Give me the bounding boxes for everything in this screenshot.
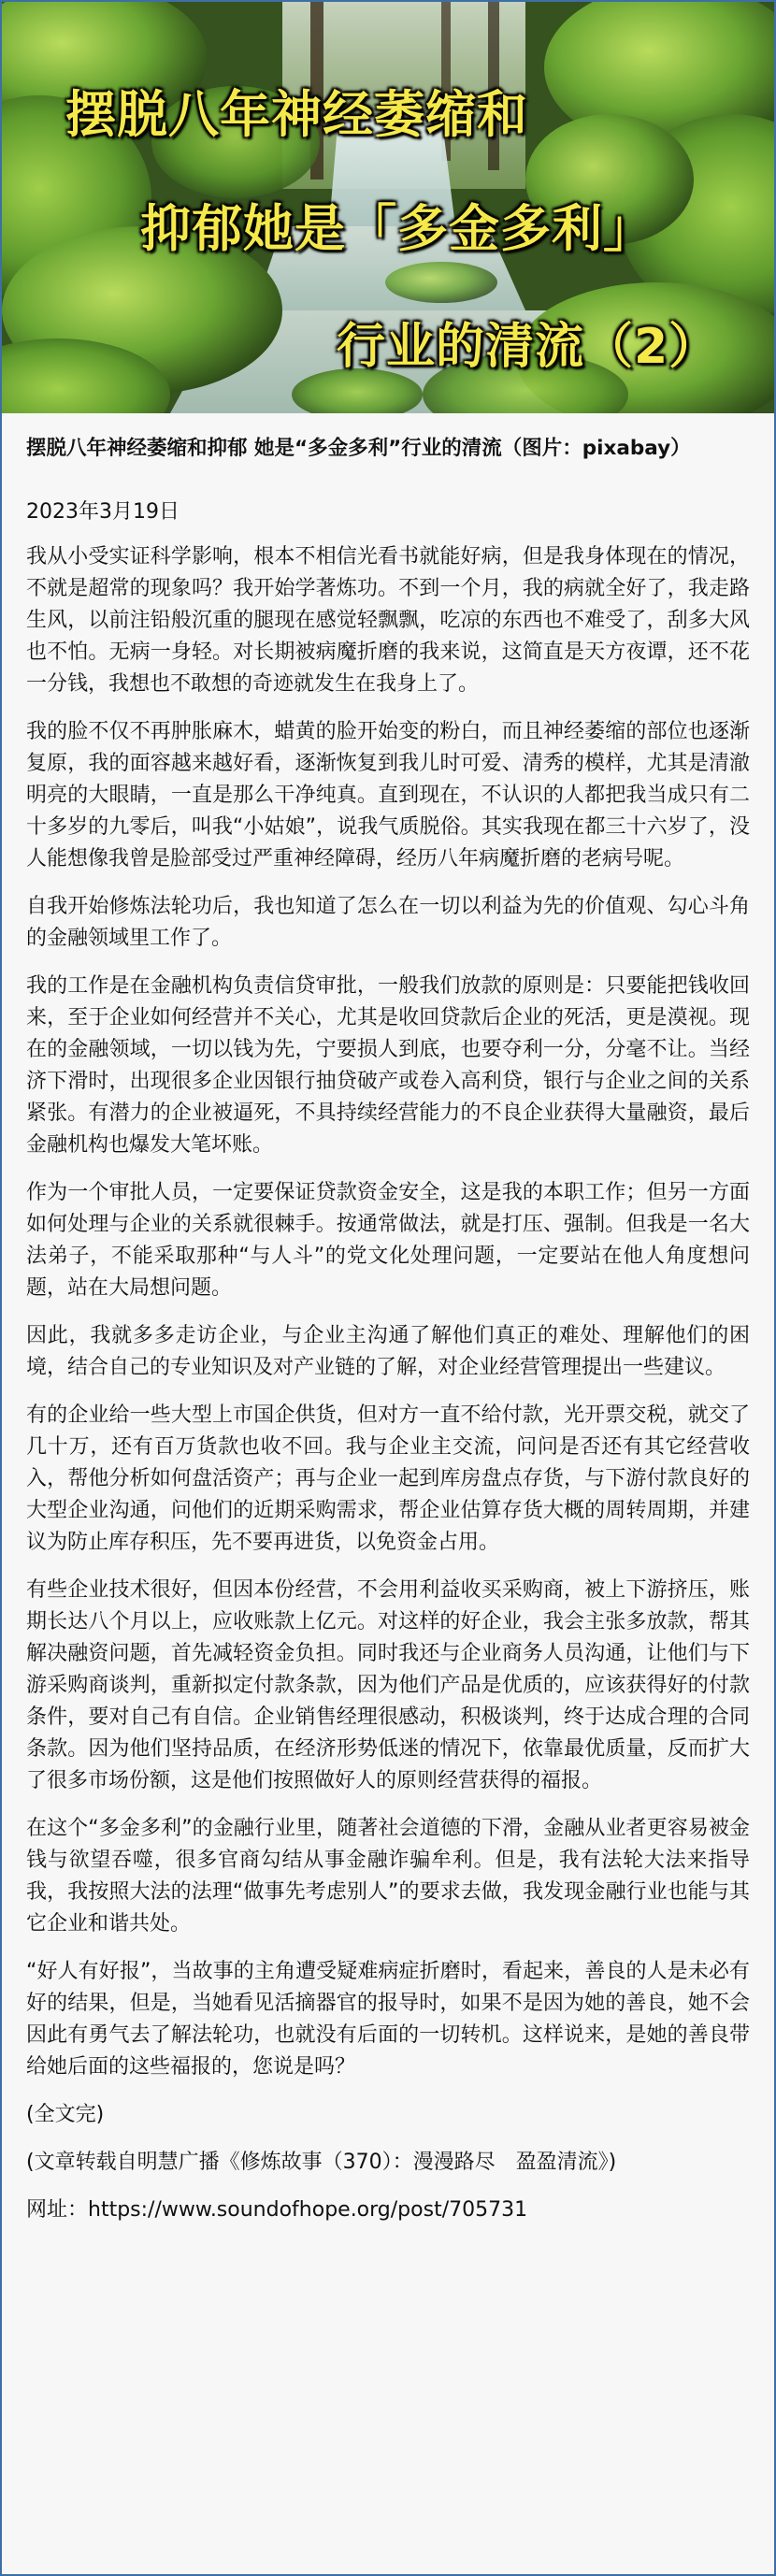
hero-title-line-1: 摆脱八年神经萎缩和 — [65, 85, 528, 144]
paragraph: 有的企业给一些大型上市国企供货，但对方一直不给付款，光开票交税，就交了几十万，还有百万货款也收不回。我与企业主交流，问问是否还有其它经营收入，帮他分析如何盘活资产；再与企业一起到库房盘点存货，与下游付款良好的大型企业沟通，问他们的近期采购需求，帮企业估算存货大概的周转周期，并建议为防止库存积压，先不要再进货，以免资金占用。 — [26, 1403, 750, 1554]
hero-banner — [2, 2, 774, 413]
source-url[interactable]: 网址：https://www.soundofhope.org/post/705731 — [26, 2198, 528, 2222]
paragraph: 因此，我就多多走访企业，与企业主沟通了解他们真正的难处、理解他们的困境，结合自己的专业知识及对产业链的了解，对企业经营管理提出一些建议。 — [26, 1324, 750, 1379]
hero-title-line-2: 抑郁她是「多金多利」 — [140, 199, 654, 258]
paragraph: 自我开始修炼法轮功后，我也知道了怎么在一切以利益为先的价值观、勾心斗角的金融领域里工作了。 — [26, 895, 750, 950]
paragraph: 我的脸不仅不再肿胀麻木，蜡黄的脸开始变的粉白，而且神经萎缩的部位也逐渐复原，我的面容越来越好看，逐渐恢复到我儿时可爱、清秀的模样，尤其是清澈明亮的大眼睛，一直是那么干净纯真。直到现在，不认识的人都把我当成只有二十多岁的九零后，叫我“小姑娘”，说我气质脱俗。其实我现在都三十六岁了，没人能想像我曾是脸部受过严重神经障碍，经历八年病魔折磨的老病号呢。 — [26, 720, 750, 871]
article-body — [2, 413, 774, 2226]
paragraph: 有些企业技术很好，但因本份经营，不会用利益收买采购商，被上下游挤压，账期长达八个月以上，应收账款上亿元。对这样的好企业，我会主张多放款，帮其解决融资问题，首先减轻资金负担。同时我还与企业商务人员沟通，让他们与下游采购商谈判，重新拟定付款条款，因为他们产品是优质的，应该获得好的付款条件，要对自己有自信。企业销售经理很感动，积极谈判，终于达成合理的合同条款。因为他们坚持品质，在经济形势低迷的情况下，依靠最优质量，反而扩大了很多市场份额，这是他们按照做好人的原则经营获得的福报。 — [26, 1578, 750, 1792]
paragraph: 在这个“多金多利”的金融行业里，随著社会道德的下滑，金融从业者更容易被金钱与欲望吞噬，很多官商勾结从事金融诈骗牟利。但是，我有法轮大法来指导我，我按照大法的法理“做事先考虑别人”的要求去做，我发现金融行业也能与其它企业和谐共处。 — [26, 1817, 750, 1936]
end-mark: (全文完) — [26, 2103, 105, 2126]
source-note: (文章转载自明慧广播《修炼故事（370）：漫漫路尽 盈盈清流》) — [26, 2151, 617, 2174]
paragraph: 作为一个审批人员，一定要保证贷款资金安全，这是我的本职工作；但另一方面如何处理与企业的关系就很棘手。按通常做法，就是打压、强制。但我是一名大法弟子，不能采取那种“与人斗”的党文化处理问题，一定要站在他人角度想问题，站在大局想问题。 — [26, 1181, 750, 1300]
paragraph: “好人有好报”，当故事的主角遭受疑难病症折磨时，看起来，善良的人是未必有好的结果，但是，当她看见活摘器官的报导时，如果不是因为她的善良，她不会因此有勇气去了解法轮功，也就没有后面的一切转机。这样说来，是她的善良带给她后面的这些福报的，您说是吗？ — [26, 1960, 750, 2079]
image-caption: 摆脱八年神经萎缩和抑郁 她是“多金多利”行业的清流（图片：pixabay） — [26, 437, 691, 460]
paragraph: 我的工作是在金融机构负责信贷审批，一般我们放款的原则是：只要能把钱收回来，至于企业如何经营并不关心，尤其是收回贷款后企业的死活，更是漠视。现在的金融领域，一切以钱为先，宁要损人到底，也要夺利一分，分毫不让。当经济下滑时，出现很多企业因银行抽贷破产或卷入高利贷，银行与企业之间的关系紧张。有潜力的企业被逼死，不具持续经营能力的不良企业获得大量融资，最后金融机构也爆发大笔坏账。 — [26, 974, 750, 1157]
hero-title-line-3: 行业的清流（2） — [337, 319, 719, 375]
paragraph: 我从小受实证科学影响，根本不相信光看书就能好病，但是我身体现在的情况，不就是超常的现象吗？我开始学著炼功。不到一个月，我的病就全好了，我走路生风，以前注铅般沉重的腿现在感觉轻飘飘，吃凉的东西也不难受了，刮多大风也不怕。无病一身轻。对长期被病魔折磨的我来说，这简直是天方夜谭，还不花一分钱，我想也不敢想的奇迹就发生在我身上了。 — [26, 545, 750, 696]
publish-date: 2023年3月19日 — [26, 500, 180, 524]
